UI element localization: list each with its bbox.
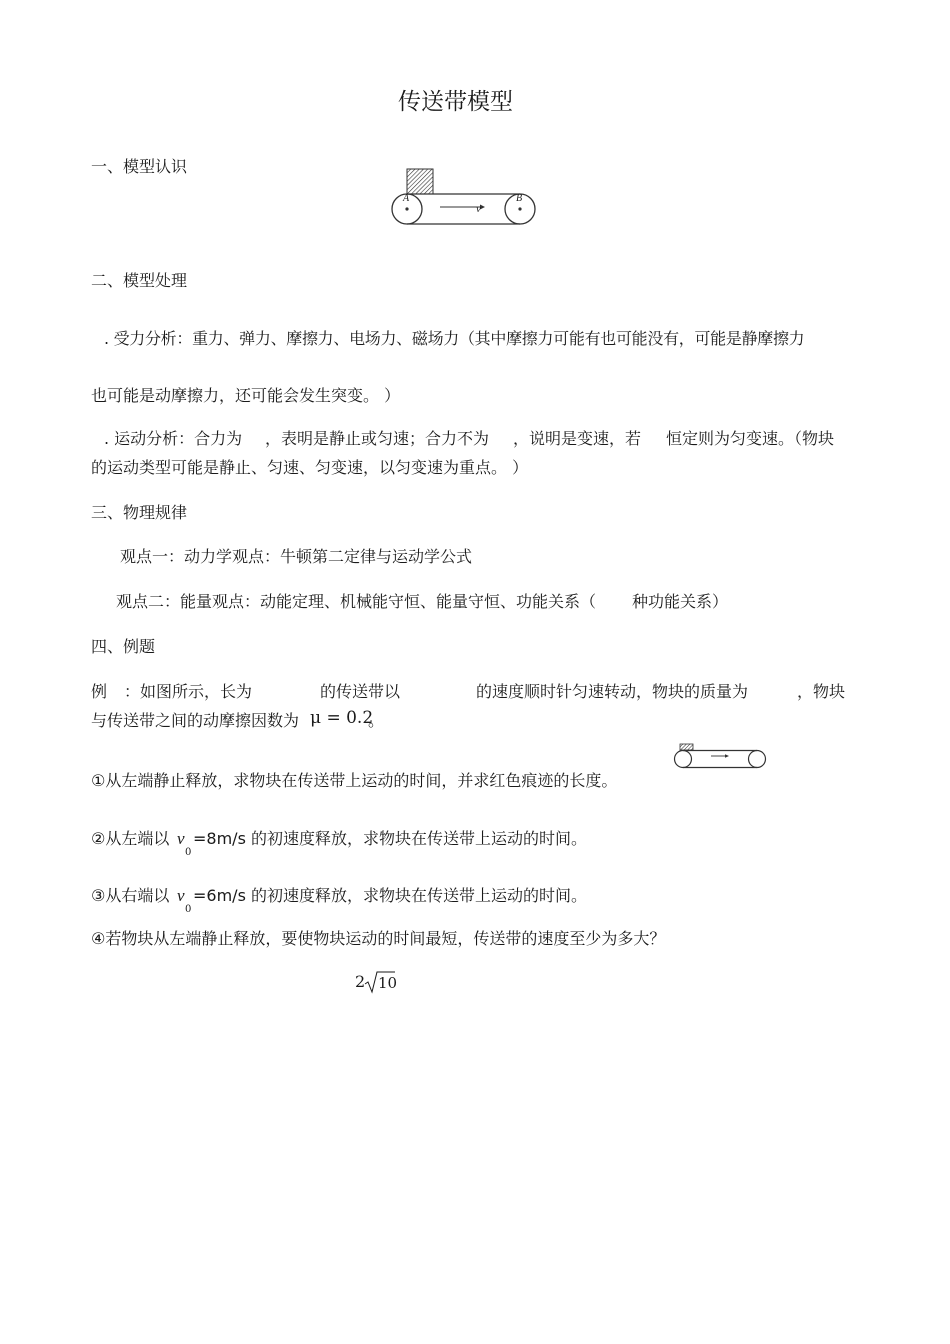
- example-text-end: 。: [368, 711, 385, 730]
- velocity-label: v: [476, 203, 481, 215]
- example-text-part4: 的速度顺时针匀速转动，物块的质量为: [476, 682, 749, 701]
- pulley-b-label: B: [516, 193, 523, 204]
- question-2-v-symbol: v: [177, 829, 185, 848]
- example-text-part2: ：如图所示，长为: [124, 682, 253, 701]
- motion-analysis-part2: ，表明是静止或匀速；合力不为: [265, 429, 490, 448]
- friction-coefficient: μ = 0.2: [310, 708, 374, 728]
- section-heading-examples: 四、例题: [91, 637, 156, 656]
- answer-radicand: 10: [378, 974, 398, 992]
- motion-analysis-part3: ，说明是变速，若: [513, 429, 642, 448]
- view-two-part1: 观点二：能量观点：动能定理、机械能守恒、能量守恒、功能关系（: [116, 592, 597, 611]
- answer-coefficient: 2: [355, 972, 366, 991]
- example-label: 例: [91, 682, 108, 701]
- question-2-suffix: =8m/s 的初速度释放，求物块在传送带上运动的时间。: [193, 829, 587, 848]
- question-3-v-subscript: 0: [185, 904, 192, 915]
- section-heading-model-recognition: 一、模型认识: [91, 157, 188, 176]
- example-text-line2: 与传送带之间的动摩擦因数为: [91, 711, 300, 730]
- question-1: ①从左端静止释放，求物块在传送带上运动的时间，并求红色痕迹的长度。: [91, 771, 618, 790]
- conveyor-belt-small-diagram: [673, 743, 769, 771]
- motion-analysis-part1: . 运动分析：合力为: [104, 429, 243, 448]
- view-two-part2: 种功能关系）: [632, 592, 729, 611]
- question-3-suffix: =6m/s 的初速度释放，求物块在传送带上运动的时间。: [193, 886, 587, 905]
- view-one: 观点一：动力学观点：牛顿第二定律与运动学公式: [120, 547, 473, 566]
- example-text-part3: 的传送带以: [320, 682, 401, 701]
- question-4: ④若物块从左端静止释放，要使物块运动的时间最短，传送带的速度至少为多大？: [91, 929, 666, 948]
- block-icon: [407, 169, 433, 194]
- small-block-icon: [680, 744, 693, 750]
- page-title: 传送带模型: [398, 89, 513, 115]
- force-analysis-line2: 也可能是动摩擦力，还可能会发生突变。 ）: [91, 386, 401, 405]
- motion-analysis-part4: 恒定则为匀变速。（物块: [666, 429, 835, 448]
- section-heading-physics-laws: 三、物理规律: [91, 503, 188, 522]
- example-text-part5: ，物块: [797, 682, 846, 701]
- question-2-v-subscript: 0: [185, 847, 192, 858]
- section-heading-model-processing: 二、模型处理: [91, 271, 188, 290]
- pulley-a-label: A: [403, 193, 410, 204]
- force-analysis-line1: . 受力分析：重力、弹力、摩擦力、电场力、磁场力（其中摩擦力可能有也可能没有，可能是静摩擦力: [104, 329, 805, 348]
- question-3-prefix: ③从右端以: [91, 886, 170, 905]
- question-3-v-symbol: v: [177, 886, 185, 905]
- motion-analysis-line2: 的运动类型可能是静止、匀速、匀变速，以匀变速为重点。 ）: [91, 458, 529, 477]
- question-2-prefix: ②从左端以: [91, 829, 170, 848]
